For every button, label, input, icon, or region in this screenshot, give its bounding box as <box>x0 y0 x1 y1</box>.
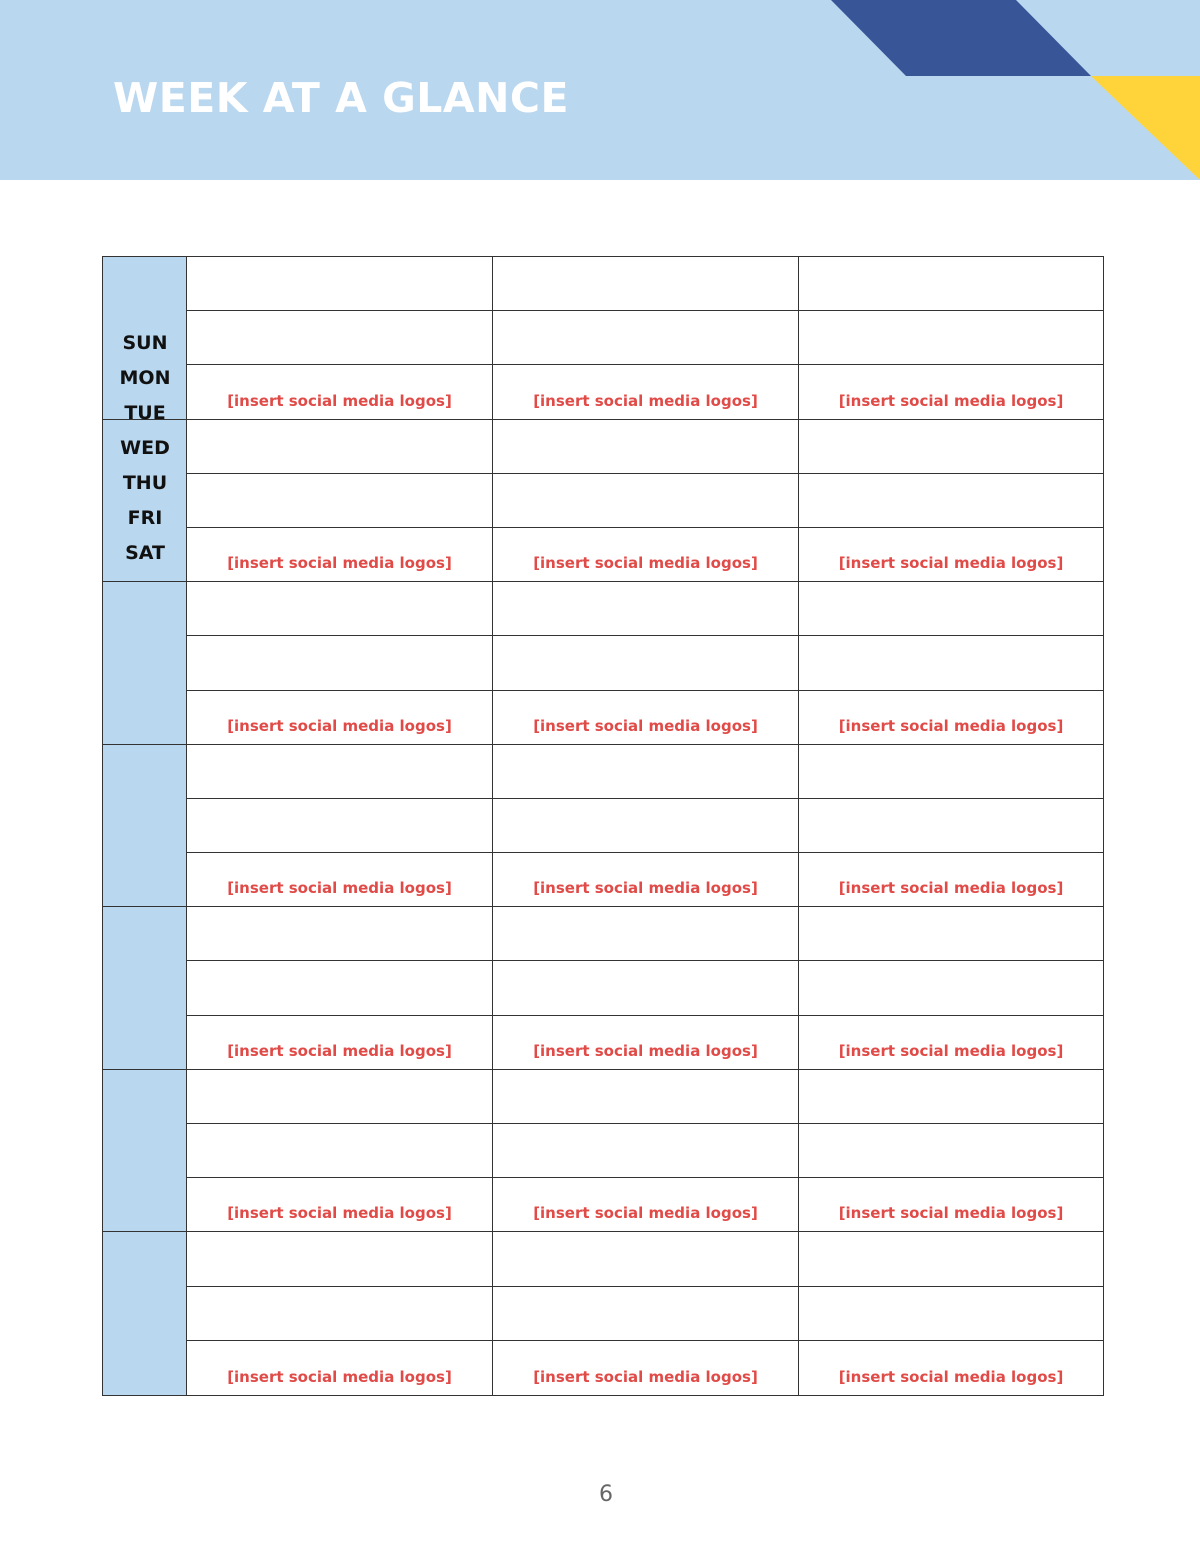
day-label-sat: SAT <box>125 542 165 564</box>
schedule-entry-cell[interactable] <box>493 636 799 690</box>
social-logo-cell[interactable] <box>493 691 799 745</box>
schedule-entry-cell[interactable] <box>799 311 1103 365</box>
schedule-entry-cell[interactable] <box>187 1232 493 1286</box>
week-grid <box>102 256 1104 1396</box>
schedule-entry-cell[interactable] <box>493 745 799 799</box>
schedule-entry-cell[interactable] <box>493 257 799 311</box>
page-title: WEEK AT A GLANCE <box>113 74 569 122</box>
social-logo-cell[interactable] <box>493 1341 799 1395</box>
schedule-entry-cell[interactable] <box>187 474 493 528</box>
schedule-entry-cell[interactable] <box>187 1070 493 1124</box>
schedule-entry-cell[interactable] <box>799 1287 1103 1341</box>
schedule-entry-cell[interactable] <box>493 420 799 474</box>
schedule-entry-cell[interactable] <box>187 311 493 365</box>
day-label-tue: TUE <box>124 402 166 424</box>
day-label-mon: MON <box>119 367 171 389</box>
social-logo-cell[interactable] <box>799 1016 1103 1070</box>
day-block-sidebar <box>103 582 187 745</box>
schedule-entry-cell[interactable] <box>187 1287 493 1341</box>
schedule-entry-cell[interactable] <box>187 745 493 799</box>
blue-parallelogram <box>831 0 1091 76</box>
schedule-entry-cell[interactable] <box>187 1124 493 1178</box>
day-block-sidebar <box>103 1070 187 1233</box>
day-label-thu: THU <box>122 472 168 494</box>
schedule-entry-cell[interactable] <box>493 582 799 636</box>
schedule-entry-cell[interactable] <box>799 582 1103 636</box>
social-logo-cell[interactable] <box>799 365 1103 419</box>
schedule-entry-cell[interactable] <box>799 1070 1103 1124</box>
schedule-entry-cell[interactable] <box>799 257 1103 311</box>
schedule-entry-cell[interactable] <box>799 636 1103 690</box>
social-logo-cell[interactable] <box>187 1178 493 1232</box>
schedule-entry-cell[interactable] <box>493 1287 799 1341</box>
social-logo-cell[interactable] <box>493 1016 799 1070</box>
day-block-sidebar <box>103 1232 187 1395</box>
schedule-entry-cell[interactable] <box>799 961 1103 1015</box>
schedule-entry-cell[interactable] <box>493 474 799 528</box>
logo-placeholder-label: [insert social media logos] <box>838 554 1064 573</box>
logo-placeholder-label: [insert social media logos] <box>533 1367 758 1386</box>
social-logo-cell[interactable] <box>799 528 1103 582</box>
logo-placeholder-label: [insert social media logos] <box>838 1204 1064 1223</box>
schedule-entry-cell[interactable] <box>187 799 493 853</box>
logo-placeholder-label: [insert social media logos] <box>227 716 452 735</box>
logo-placeholder-label: [insert social media logos] <box>227 1367 452 1386</box>
schedule-entry-cell[interactable] <box>799 799 1103 853</box>
social-logo-cell[interactable] <box>493 853 799 907</box>
logo-placeholder-label: [insert social media logos] <box>227 1041 452 1060</box>
logo-placeholder-label: [insert social media logos] <box>533 391 758 410</box>
logo-placeholder-label: [insert social media logos] <box>838 879 1064 898</box>
schedule-entry-cell[interactable] <box>493 907 799 961</box>
logo-placeholder-label: [insert social media logos] <box>533 716 758 735</box>
social-logo-cell[interactable] <box>187 1016 493 1070</box>
schedule-entry-cell[interactable] <box>799 420 1103 474</box>
social-logo-cell[interactable] <box>187 365 493 419</box>
schedule-entry-cell[interactable] <box>187 257 493 311</box>
social-logo-cell[interactable] <box>493 365 799 419</box>
schedule-entry-cell[interactable] <box>799 745 1103 799</box>
day-block-sidebar <box>103 745 187 908</box>
logo-placeholder-label: [insert social media logos] <box>227 879 452 898</box>
day-label-fri: FRI <box>127 507 163 529</box>
schedule-entry-cell[interactable] <box>799 1232 1103 1286</box>
logo-placeholder-label: [insert social media logos] <box>838 716 1064 735</box>
social-logo-cell[interactable] <box>187 691 493 745</box>
day-label-sun: SUN <box>122 332 168 354</box>
social-logo-cell[interactable] <box>799 853 1103 907</box>
schedule-entry-cell[interactable] <box>493 799 799 853</box>
social-logo-cell[interactable] <box>799 1341 1103 1395</box>
logo-placeholder-label: [insert social media logos] <box>838 1041 1064 1060</box>
logo-placeholder-label: [insert social media logos] <box>227 391 452 410</box>
logo-placeholder-label: [insert social media logos] <box>533 1041 758 1060</box>
logo-placeholder-label: [insert social media logos] <box>533 1204 758 1223</box>
schedule-entry-cell[interactable] <box>493 1232 799 1286</box>
schedule-entry-cell[interactable] <box>187 420 493 474</box>
yellow-triangle <box>1091 76 1200 180</box>
schedule-entry-cell[interactable] <box>493 311 799 365</box>
social-logo-cell[interactable] <box>799 691 1103 745</box>
social-logo-cell[interactable] <box>799 1178 1103 1232</box>
schedule-entry-cell[interactable] <box>493 1124 799 1178</box>
social-logo-cell[interactable] <box>187 853 493 907</box>
schedule-entry-cell[interactable] <box>493 961 799 1015</box>
day-labels-list <box>104 328 186 573</box>
social-logo-cell[interactable] <box>187 1341 493 1395</box>
day-label-wed: WED <box>120 437 170 459</box>
schedule-entry-cell[interactable] <box>187 582 493 636</box>
schedule-entry-cell[interactable] <box>799 907 1103 961</box>
day-block-sidebar <box>103 907 187 1070</box>
social-logo-cell[interactable] <box>493 528 799 582</box>
logo-placeholder-label: [insert social media logos] <box>227 554 452 573</box>
logo-placeholder-label: [insert social media logos] <box>838 391 1064 410</box>
schedule-entry-cell[interactable] <box>493 1070 799 1124</box>
logo-placeholder-label: [insert social media logos] <box>533 554 758 573</box>
schedule-entry-cell[interactable] <box>799 1124 1103 1178</box>
schedule-entry-cell[interactable] <box>187 636 493 690</box>
social-logo-cell[interactable] <box>493 1178 799 1232</box>
logo-placeholder-label: [insert social media logos] <box>533 879 758 898</box>
schedule-entry-cell[interactable] <box>187 907 493 961</box>
logo-placeholder-label: [insert social media logos] <box>838 1367 1064 1386</box>
schedule-entry-cell[interactable] <box>799 474 1103 528</box>
schedule-entry-cell[interactable] <box>187 961 493 1015</box>
social-logo-cell[interactable] <box>187 528 493 582</box>
logo-placeholder-label: [insert social media logos] <box>227 1204 452 1223</box>
page-number: 6 <box>599 1482 613 1507</box>
